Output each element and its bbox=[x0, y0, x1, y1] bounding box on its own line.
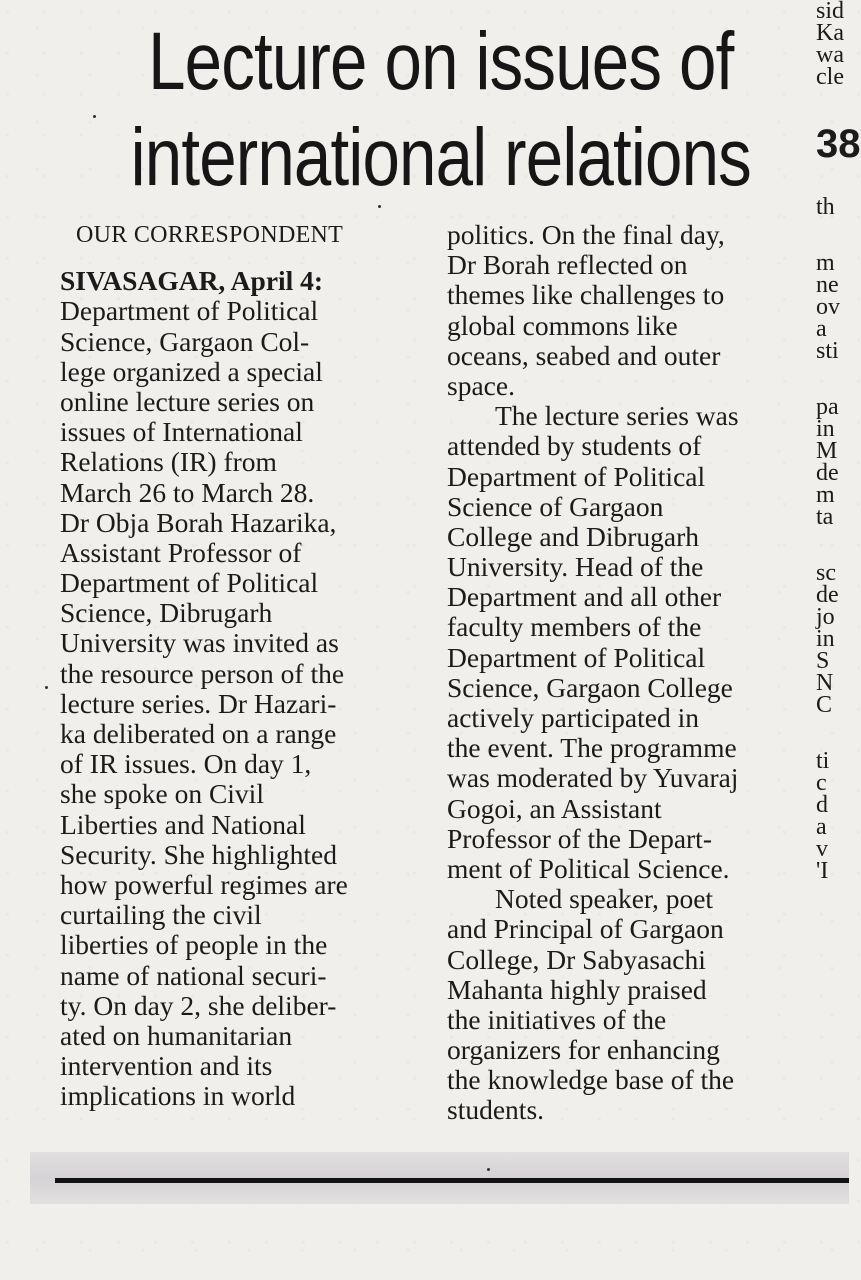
adjacent-lines-group bbox=[816, 750, 856, 882]
text-line: Assistant Professor of bbox=[60, 536, 302, 568]
text-line: lege organized a special bbox=[60, 355, 323, 387]
text-line: Science, Gargaon College bbox=[447, 671, 733, 703]
text-line: liberties of people in the bbox=[60, 929, 328, 961]
headline bbox=[80, 14, 802, 206]
text-line: Department of Political bbox=[447, 641, 706, 673]
text-line: students. bbox=[447, 1094, 545, 1126]
ink-speck bbox=[378, 205, 381, 208]
text-line: Gogoi, an Assistant bbox=[447, 792, 662, 824]
spacer bbox=[60, 250, 348, 266]
adjacent-text-fragment: ov bbox=[816, 294, 840, 320]
adjacent-text-fragment: in bbox=[816, 416, 835, 442]
text-line: intervention and its bbox=[60, 1050, 273, 1082]
text-line: lecture series. Dr Hazari- bbox=[60, 687, 337, 719]
adjacent-text-fragment: sc bbox=[816, 560, 836, 586]
text-line: March 26 to March 28. bbox=[60, 476, 315, 508]
text-line: ty. On day 2, she deliber- bbox=[60, 989, 337, 1021]
text-line: faculty members of the bbox=[447, 611, 702, 643]
text-line: Noted speaker, poet bbox=[495, 883, 714, 915]
text-line: issues of International bbox=[60, 416, 303, 448]
text-line: Science, Gargaon Col- bbox=[60, 325, 310, 357]
ink-speck bbox=[93, 115, 96, 118]
adjacent-text-fragment: v bbox=[816, 836, 828, 862]
adjacent-text-fragment: sti bbox=[816, 338, 839, 364]
headline-line-1: Lecture on issues of bbox=[148, 16, 734, 107]
text-line: oceans, seabed and outer bbox=[447, 339, 721, 371]
adjacent-text-fragment: cle bbox=[816, 64, 844, 90]
text-line: politics. On the final day, bbox=[447, 219, 725, 250]
text-line: Department of Political bbox=[60, 295, 319, 327]
text-line: Relations (IR) from bbox=[60, 446, 277, 478]
text-line: online lecture series on bbox=[60, 385, 315, 417]
headline-line-2: international relations bbox=[130, 112, 751, 203]
text-line: the initiatives of the bbox=[447, 1003, 667, 1035]
adjacent-text-fragment: N bbox=[816, 670, 834, 696]
text-line: themes like challenges to bbox=[447, 279, 725, 311]
adjacent-text-fragment: wa bbox=[816, 42, 844, 68]
column-2-body bbox=[447, 220, 739, 1126]
text-line: University. Head of the bbox=[447, 551, 704, 583]
text-line: Dr Obja Borah Hazarika, bbox=[60, 506, 337, 538]
adjacent-text-fragment: sid bbox=[816, 0, 845, 24]
adjacent-text-fragment: jo bbox=[816, 604, 835, 630]
adjacent-text-fragment: a bbox=[816, 316, 827, 342]
adjacent-text-fragment: d bbox=[816, 792, 828, 818]
text-line: Department of Political bbox=[60, 567, 319, 599]
adjacent-text-fragment: C bbox=[816, 692, 833, 718]
adjacent-lines-group bbox=[816, 562, 856, 716]
text-line: and Principal of Gargaon bbox=[447, 913, 724, 945]
text-line: curtailing the civil bbox=[60, 899, 262, 931]
text-line: Department and all other bbox=[447, 581, 722, 613]
adjacent-lines-group bbox=[816, 396, 856, 528]
text-line: Science, Dibrugarh bbox=[60, 597, 273, 629]
text-line: Liberties and National bbox=[60, 808, 306, 840]
text-line: Science of Gargaon bbox=[447, 490, 664, 522]
byline: OUR CORRESPONDENT bbox=[76, 222, 344, 248]
adjacent-text-fragment: m bbox=[816, 482, 835, 508]
text-line: name of national securi- bbox=[60, 959, 327, 991]
text-line: space. bbox=[447, 369, 515, 401]
text-line: global commons like bbox=[447, 309, 678, 341]
ink-speck bbox=[487, 1168, 490, 1171]
text-line: The lecture series was bbox=[495, 400, 739, 432]
text-line: the knowledge base of the bbox=[447, 1064, 735, 1096]
text-line: ka deliberated on a range bbox=[60, 718, 337, 749]
adjacent-text-fragment: in bbox=[816, 626, 835, 652]
text-line: Department of Political bbox=[447, 460, 706, 492]
text-line: how powerful regimes are bbox=[60, 868, 348, 900]
adjacent-text-fragment: ne bbox=[816, 272, 839, 298]
text-line: the resource person of the bbox=[60, 657, 345, 689]
text-line: ated on humanitarian bbox=[60, 1019, 293, 1051]
column-1-body bbox=[60, 296, 348, 1111]
text-line: Mahanta highly praised bbox=[447, 973, 707, 1005]
adjacent-text-fragment: de bbox=[816, 460, 839, 486]
adjacent-article-fragment bbox=[816, 0, 861, 1100]
text-line: actively participated in bbox=[447, 702, 699, 733]
adjacent-text-fragment: S bbox=[816, 648, 830, 674]
adjacent-lines-group bbox=[816, 252, 856, 362]
text-line: implications in world bbox=[60, 1080, 296, 1112]
horizontal-rule bbox=[55, 1178, 849, 1183]
text-line: University was invited as bbox=[60, 627, 339, 659]
article-column-1 bbox=[60, 220, 348, 1111]
adjacent-text-fragment: 'I bbox=[816, 858, 829, 884]
text-line: Professor of the Depart- bbox=[447, 822, 712, 854]
text-line: was moderated by Yuvaraj bbox=[447, 762, 739, 794]
text-line: of IR issues. On day 1, bbox=[60, 748, 312, 780]
text-line: she spoke on Civil bbox=[60, 778, 264, 810]
text-line: organizers for enhancing bbox=[447, 1034, 720, 1066]
text-line: Security. She highlighted bbox=[60, 838, 338, 870]
adjacent-lines-group bbox=[816, 196, 856, 218]
article-column-2 bbox=[447, 220, 739, 1126]
adjacent-top-lines bbox=[816, 0, 856, 88]
adjacent-text-fragment: ti bbox=[816, 748, 830, 774]
text-line: ment of Political Science. bbox=[447, 852, 730, 884]
dateline: SIVASAGAR, April 4: bbox=[60, 265, 324, 297]
text-line: College and Dibrugarh bbox=[447, 520, 700, 552]
adjacent-text-fragment: m bbox=[816, 250, 835, 276]
adjacent-text-fragment: ta bbox=[816, 504, 834, 530]
adjacent-text-fragment: a bbox=[816, 814, 827, 840]
text-line: attended by students of bbox=[447, 430, 702, 462]
ink-speck bbox=[45, 686, 48, 689]
adjacent-text-fragment: pa bbox=[816, 394, 839, 420]
adjacent-text-fragment: c bbox=[816, 770, 827, 796]
text-line: the event. The programme bbox=[447, 732, 737, 764]
text-line: Dr Borah reflected on bbox=[447, 249, 688, 281]
text-line: College, Dr Sabyasachi bbox=[447, 943, 706, 975]
adjacent-text-fragment: M bbox=[816, 438, 838, 464]
adjacent-text-fragment: de bbox=[816, 582, 839, 608]
adjacent-text-fragment: Ka bbox=[816, 20, 844, 46]
adjacent-text-fragment: th bbox=[816, 194, 835, 220]
adjacent-heading-fragment: 38 bbox=[816, 122, 861, 166]
